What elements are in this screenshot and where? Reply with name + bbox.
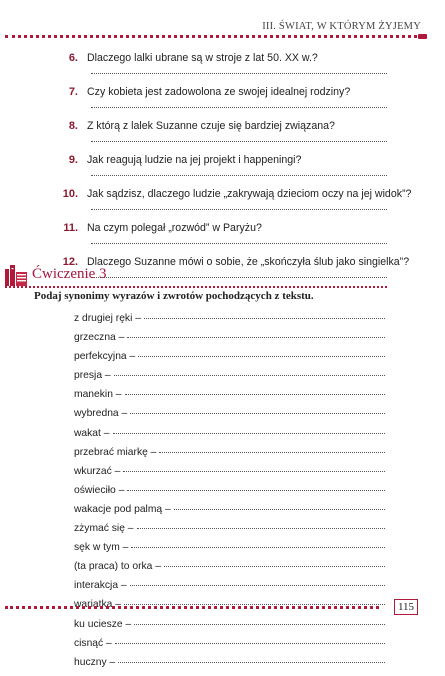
- answer-line[interactable]: [91, 107, 387, 108]
- synonym-term: ku uciesze –: [74, 618, 132, 630]
- synonym-item: [74, 332, 385, 351]
- synonym-term: presja –: [74, 370, 111, 382]
- answer-line[interactable]: [91, 175, 387, 176]
- answer-line[interactable]: [91, 277, 387, 278]
- synonym-term: grzeczna –: [74, 332, 125, 344]
- question-text: Dlaczego Suzanne mówi o sobie, że „skończyła ślub jako singielka”?: [87, 256, 410, 268]
- synonym-term: z drugiej ręki –: [74, 313, 141, 324]
- question-text: Jak sądzisz, dlaczego ludzie „zakrywają dzieciom oczy na jej widok”?: [87, 188, 412, 200]
- question-text: Na czym polegał „rozwód” w Paryżu?: [87, 222, 262, 234]
- question-item: [60, 222, 387, 256]
- question-number: 12.: [62, 256, 78, 268]
- synonym-item: [74, 504, 385, 523]
- question-item: [60, 86, 387, 120]
- question-text: Z którą z lalek Suzanne czuje się bardziej związana?: [87, 120, 335, 132]
- synonym-term: wkurzać –: [74, 465, 121, 477]
- question-number: 7.: [68, 86, 78, 98]
- answer-line[interactable]: [164, 566, 385, 567]
- synonym-term: perfekcyjna –: [74, 351, 136, 363]
- synonym-item: [74, 389, 385, 408]
- page-number: 115: [394, 599, 418, 615]
- question-text: Jak reagują ludzie na jej projekt i happeningi?: [87, 154, 302, 166]
- synonym-item: [74, 466, 385, 485]
- answer-line[interactable]: [127, 337, 385, 338]
- synonym-term: (ta praca) to orka –: [74, 561, 161, 573]
- synonym-term: wakacje pod palmą –: [74, 503, 171, 515]
- answer-line[interactable]: [131, 547, 385, 548]
- answer-line[interactable]: [137, 528, 385, 529]
- synonym-item: [74, 351, 385, 370]
- answer-line[interactable]: [127, 490, 385, 491]
- exercise-book-icon: [5, 265, 27, 286]
- answer-line[interactable]: [113, 433, 386, 434]
- answer-line[interactable]: [134, 624, 385, 625]
- answer-line[interactable]: [114, 375, 385, 376]
- running-head: III. ŚWIAT, W KTÓRYM ŻYJEMY: [262, 21, 421, 32]
- synonym-term: manekin –: [74, 389, 122, 401]
- synonym-item: [74, 428, 385, 447]
- answer-line[interactable]: [130, 585, 385, 586]
- answer-line[interactable]: [144, 318, 385, 319]
- answer-line[interactable]: [125, 394, 385, 395]
- question-text: Czy kobieta jest zadowolona ze swojej idealnej rodziny?: [87, 86, 351, 98]
- question-number: 10.: [62, 188, 78, 200]
- synonym-item: [74, 370, 385, 389]
- question-item: [60, 188, 412, 222]
- synonym-term: sęk w tym –: [74, 542, 129, 554]
- question-number: 8.: [68, 120, 78, 132]
- synonym-item: [74, 580, 385, 599]
- synonym-term: wariatka –: [74, 599, 121, 611]
- synonym-item: [74, 447, 385, 466]
- answer-line[interactable]: [115, 643, 385, 644]
- synonym-item: [74, 542, 385, 561]
- question-list: [60, 52, 412, 290]
- question-item: [60, 52, 387, 86]
- synonym-item: [74, 408, 385, 427]
- synonym-list: [74, 313, 385, 676]
- answer-line[interactable]: [91, 209, 387, 210]
- question-number: 9.: [68, 154, 78, 166]
- synonym-term: przebrać miarkę –: [74, 446, 157, 458]
- answer-line[interactable]: [118, 662, 385, 663]
- answer-line[interactable]: [91, 73, 387, 74]
- exercise-instruction: Podaj synonimy wyrazów i zwrotów pochodzących z tekstu.: [34, 290, 314, 302]
- answer-line[interactable]: [91, 243, 387, 244]
- synonym-term: wybredna –: [74, 408, 128, 420]
- question-number: 6.: [68, 52, 78, 64]
- answer-line[interactable]: [174, 509, 385, 510]
- answer-line[interactable]: [123, 471, 385, 472]
- exercise-divider: [5, 286, 387, 288]
- question-item: [60, 120, 387, 154]
- synonym-item: [74, 313, 385, 332]
- synonym-term: oświeciło –: [74, 484, 125, 496]
- question-item: [60, 154, 387, 188]
- synonym-item: [74, 561, 385, 580]
- synonym-item: [74, 638, 385, 657]
- synonym-term: wakat –: [74, 427, 110, 439]
- synonym-term: zżymać się –: [74, 523, 134, 535]
- answer-line[interactable]: [91, 141, 387, 142]
- answer-line[interactable]: [159, 452, 385, 453]
- header-divider: [5, 35, 417, 38]
- synonym-item: [74, 485, 385, 504]
- exercise-title: Ćwiczenie 3: [32, 266, 107, 282]
- question-text: Dlaczego lalki ubrane są w stroje z lat 50. XX w.?: [87, 52, 318, 64]
- answer-line[interactable]: [130, 413, 385, 414]
- synonym-term: interakcja –: [74, 580, 127, 592]
- synonym-term: cisnąć –: [74, 637, 112, 649]
- header-marker: [418, 34, 427, 39]
- footer-divider: [5, 606, 379, 609]
- synonym-item: [74, 619, 385, 638]
- synonym-item: [74, 523, 385, 542]
- synonym-term: huczny –: [74, 656, 116, 668]
- synonym-item: [74, 657, 385, 676]
- question-number: 11.: [63, 222, 78, 234]
- question-item: [60, 256, 410, 290]
- answer-line[interactable]: [138, 356, 385, 357]
